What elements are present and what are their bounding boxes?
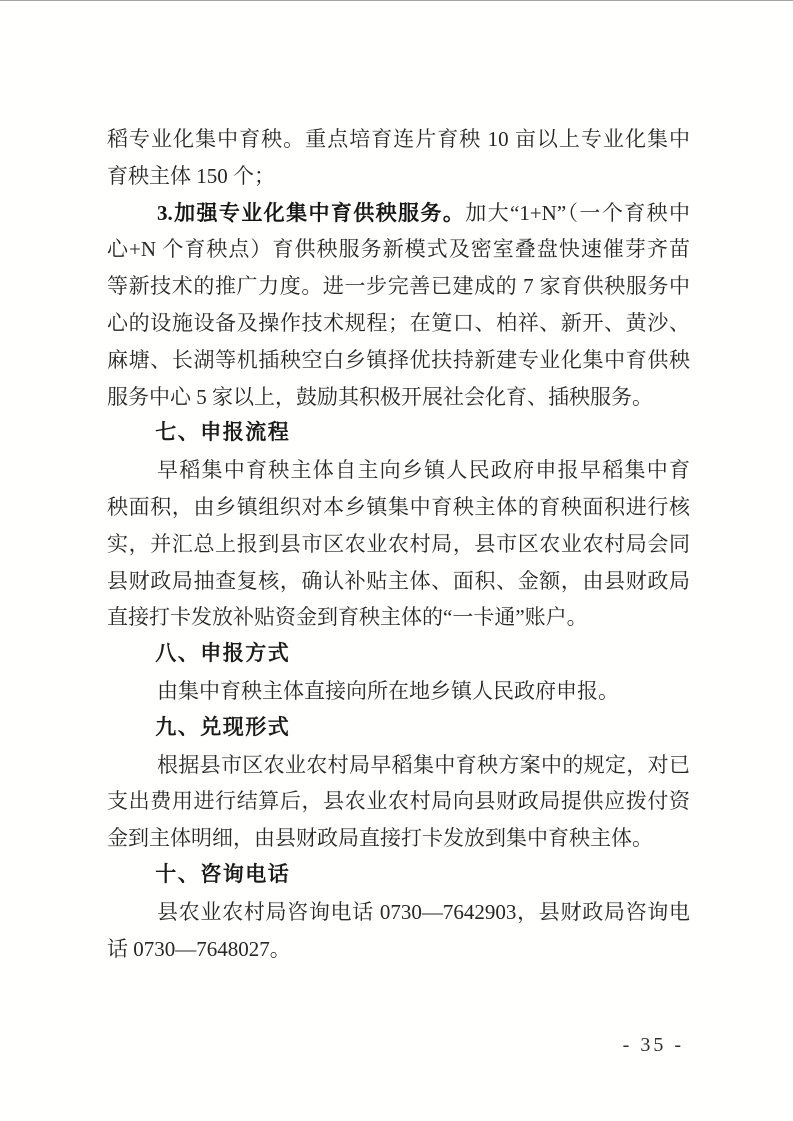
section-heading-10: 十、咨询电话 [155, 862, 291, 886]
text-line: 话 0730—7648027。 [107, 936, 291, 961]
text-line: 金到主体明细，由县财政局直接打卡发放到集中育秧主体。 [107, 826, 653, 851]
text-line [107, 195, 690, 232]
text-line: 县财政局抽查复核，确认补贴主体、面积、金额，由县财政局 [107, 568, 690, 593]
text-line: 由集中育秧主体直接向所在地乡镇人民政府申报。 [156, 678, 619, 703]
paragraph-continuation [107, 121, 690, 195]
section7-body [107, 452, 690, 636]
item3-lead-bold: 3.加强专业化集中育供秧服务。 [156, 200, 466, 225]
text-line: 麻塘、长湖等机插秧空白乡镇择优扶持新建专业化集中育供秧 [107, 347, 690, 372]
section-heading-7: 七、申报流程 [155, 421, 291, 445]
text-line: 服务中心 5 家以上，鼓励其积极开展社会化育、插秧服务。 [107, 384, 653, 409]
text-line: 早稻集中育秧主体自主向乡镇人民政府申报早稻集中育 [156, 458, 690, 483]
text-line: 等新技术的推广力度。进一步完善已建成的 7 家育供秧服务中 [107, 274, 690, 299]
text-line: 心+N 个育秧点）育供秧服务新模式及密室叠盘快速催芽齐苗 [107, 237, 690, 262]
text-line: 根据县市区农业农村局早稻集中育秧方案中的规定，对已 [156, 752, 690, 777]
scan-edge-artifact [0, 0, 793, 1]
item3-first-line-rest: 加大“1+N”（一个育秧中 [465, 200, 691, 225]
text-line: 秧面积，由乡镇组织对本乡镇集中育秧主体的育秧面积进行核 [107, 494, 690, 519]
page-number: - 35 - [622, 1034, 684, 1056]
document-body [107, 121, 690, 967]
text-line: 育秧主体 150 个； [107, 163, 275, 188]
text-line: 县农业农村局咨询电话 0730—7642903，县财政局咨询电 [156, 899, 690, 924]
section9-body [107, 747, 690, 857]
section-heading-9: 九、兑现形式 [155, 715, 291, 739]
section10-body [107, 894, 690, 968]
text-line: 直接打卡发放补贴资金到育秧主体的“一卡通”账户。 [107, 605, 588, 630]
paragraph-item3-lines [107, 231, 690, 415]
text-line: 支出费用进行结算后，县农业农村局向县财政局提供应拨付资 [107, 789, 690, 814]
text-line: 心的设施设备及操作技术规程；在筻口、柏祥、新开、黄沙、 [107, 310, 690, 335]
paragraph-item3 [107, 195, 690, 416]
section-heading-8: 八、申报方式 [155, 642, 291, 666]
text-line: 稻专业化集中育秧。重点培育连片育秧 10 亩以上专业化集中 [107, 127, 690, 151]
section8-body [107, 673, 690, 710]
text-line: 实，并汇总上报到县市区农业农村局，县市区农业农村局会同 [107, 531, 690, 556]
